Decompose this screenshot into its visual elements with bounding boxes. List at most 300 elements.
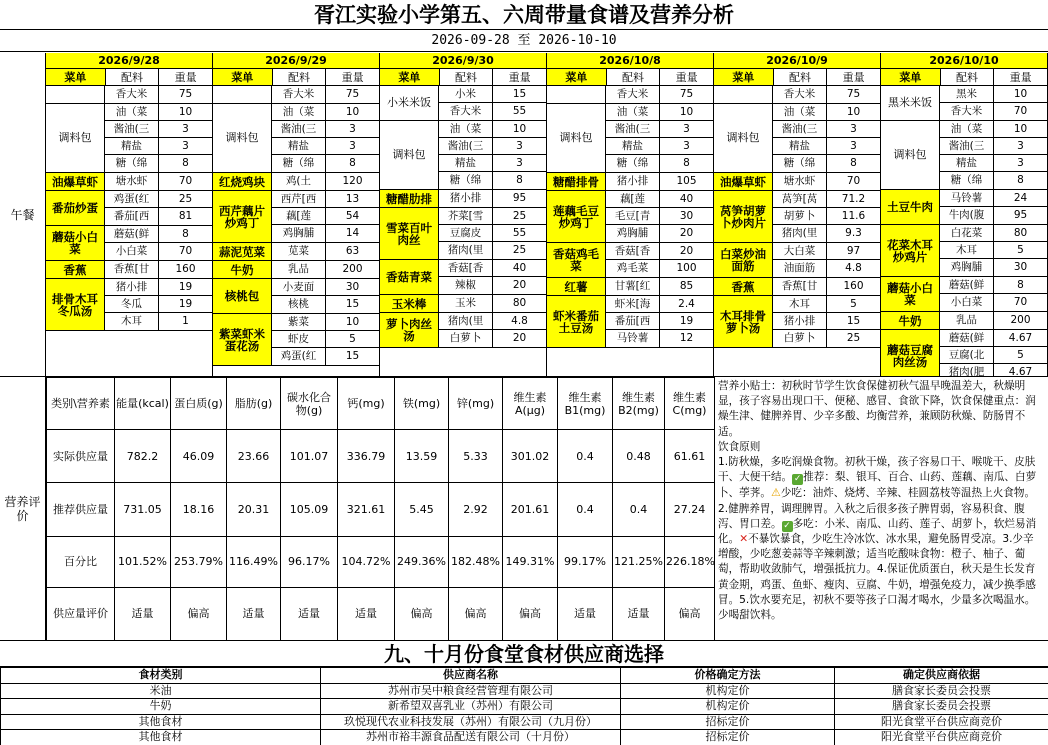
ingredient-weight: 40 — [679, 193, 694, 205]
ingredient-weight: 10 — [345, 316, 360, 328]
ingredient-row — [439, 330, 546, 347]
ingredient-name: 油面筋 — [773, 260, 827, 277]
ingredient-list — [272, 86, 379, 103]
ingredient-weight: 10 — [178, 106, 193, 118]
dish-row — [380, 313, 546, 348]
dish-name: 雪菜百叶肉丝 — [380, 208, 439, 259]
nutrition-value: 偏高 — [449, 587, 503, 640]
ingredient-row — [606, 155, 713, 172]
ingredient-name: 糖（绵 — [773, 155, 827, 172]
ingredient-name: 白花菜 — [940, 225, 994, 241]
ingredient-weight: 3 — [182, 123, 189, 135]
ingredient-row — [940, 294, 1047, 311]
ingredient-name: 小白菜 — [105, 243, 159, 260]
ingredient-name: 酱油(三 — [940, 138, 994, 154]
nutrition-row-label: 推荐供应量 — [47, 483, 115, 536]
ingredient-row — [272, 296, 379, 313]
ingredient-name: 鸡胸脯 — [606, 225, 660, 242]
ingredient-name: 香蕉[甘 — [773, 278, 827, 295]
nutrition-header-cell: 维生素C(mg) — [665, 378, 715, 430]
ingredient-list — [272, 104, 379, 172]
day-header-row — [46, 69, 212, 86]
tips-principle-heading: 饮食原则 — [718, 440, 761, 453]
ingredient-weight: 25 — [512, 210, 527, 222]
ingredient-row — [105, 279, 212, 296]
supplier-cell: 招标定价 — [621, 730, 835, 745]
day-header-row — [714, 69, 880, 86]
ingredient-name: 酱油(三 — [105, 121, 159, 137]
ingredient-weight: 19 — [178, 281, 193, 293]
ingredient-weight: 70 — [1013, 105, 1028, 117]
ingredient-row — [773, 296, 880, 313]
ingredient-list — [439, 295, 546, 312]
day-date: 2026/9/28 — [46, 53, 212, 69]
ingredient-name: 小白菜 — [940, 294, 994, 311]
dish-row — [714, 278, 880, 296]
dish-row — [213, 279, 379, 314]
ingredient-name: 香菇[香 — [606, 243, 660, 259]
ingredient-row — [940, 103, 1047, 120]
ingredient-weight: 100 — [676, 262, 697, 274]
ingredient-name: 木耳 — [105, 313, 159, 330]
ingredient-row — [606, 208, 713, 225]
dish-name: 调料包 — [213, 104, 272, 172]
dish-row — [547, 243, 713, 278]
ingredient-row — [606, 191, 713, 208]
ingredient-weight: 10 — [1013, 88, 1028, 100]
ingredient-weight: 160 — [843, 280, 864, 292]
dish-row — [881, 225, 1047, 277]
ingredient-row — [272, 191, 379, 208]
day-date: 2026/10/8 — [547, 53, 713, 69]
supplier-cell: 苏州市吴中粮食经营管理有限公司 — [321, 683, 621, 699]
dish-name: 油爆草虾 — [46, 173, 105, 190]
dish-row — [380, 190, 546, 208]
ingredient-weight: 40 — [512, 262, 527, 274]
ingredient-name: 鸡蛋(红 — [272, 348, 326, 365]
ingredient-name: 油（菜 — [105, 104, 159, 120]
ingredient-row — [439, 155, 546, 172]
ingredient-name: 鸡毛菜 — [606, 260, 660, 277]
supplier-cell: 膳食家长委员会投票 — [835, 683, 1048, 699]
ingredient-row — [272, 331, 379, 348]
ingredient-name: 香大米 — [439, 103, 493, 120]
ingredient-name: 蘑菇(鲜 — [940, 330, 994, 346]
dish-name: 小米米饭 — [380, 86, 439, 120]
nutrition-header-cell: 钙(mg) — [338, 378, 395, 430]
ingredient-weight: 8 — [1017, 174, 1024, 186]
nutrition-value: 99.17% — [558, 536, 613, 587]
ingredient-name: 乳品 — [940, 312, 994, 329]
header-dish: 菜单 — [547, 69, 607, 85]
ingredient-name: 糖（绵 — [606, 155, 660, 172]
nutrition-row-label: 实际供应量 — [47, 430, 115, 483]
dish-row — [213, 191, 379, 243]
dish-name: 香菇青菜 — [380, 260, 439, 294]
ingredient-list — [272, 191, 379, 242]
dish-row — [881, 190, 1047, 225]
ingredient-name: 精盐 — [439, 155, 493, 171]
ingredient-row — [439, 121, 546, 138]
ingredient-row — [606, 86, 713, 103]
nutrition-value: 149.31% — [503, 536, 558, 587]
ingredient-row — [272, 225, 379, 242]
ingredient-weight: 8 — [1017, 279, 1024, 291]
ingredient-name: 毛豆[青 — [606, 208, 660, 224]
dish-row — [547, 104, 713, 173]
ingredient-row — [773, 225, 880, 242]
ingredient-row — [940, 242, 1047, 259]
header-ingredient: 配料 — [607, 69, 661, 85]
day-header-row — [380, 69, 546, 86]
ingredient-weight: 95 — [512, 192, 527, 204]
ingredient-name: 精盐 — [105, 138, 159, 154]
day-date: 2026/10/9 — [714, 53, 880, 69]
ingredient-name: 蘑菇(鲜 — [105, 226, 159, 242]
ingredient-list — [439, 208, 546, 259]
ingredient-weight: 160 — [175, 263, 196, 275]
ingredient-list — [773, 86, 880, 103]
ingredient-name: 胡萝卜 — [773, 208, 827, 224]
ingredient-row — [439, 190, 546, 207]
ingredient-name: 西芹[西 — [272, 191, 326, 207]
ingredient-list — [940, 277, 1047, 311]
dish-row — [881, 86, 1047, 121]
ingredient-list — [105, 226, 212, 260]
dish-list — [881, 86, 1047, 376]
ingredient-name: 木耳 — [940, 242, 994, 258]
ingredient-row — [940, 190, 1047, 207]
ingredient-weight: 15 — [345, 350, 360, 362]
ingredient-weight: 20 — [512, 279, 527, 291]
supplier-header-cell: 供应商名称 — [321, 668, 621, 684]
nutrition-value: 13.59 — [395, 430, 449, 483]
ingredient-list — [439, 260, 546, 294]
ingredient-weight: 20 — [512, 332, 527, 344]
ingredient-weight: 10 — [679, 106, 694, 118]
dish-name: 紫菜虾米蛋花汤 — [213, 314, 272, 365]
dish-row — [213, 104, 379, 173]
dish-name: 白菜炒油面筋 — [714, 243, 773, 277]
dish-name: 调料包 — [547, 104, 606, 172]
ingredient-weight: 85 — [679, 280, 694, 292]
nutrition-header-cell: 铁(mg) — [395, 378, 449, 430]
dish-row — [547, 296, 713, 348]
day-date: 2026/10/10 — [881, 53, 1047, 69]
check-icon: ✓ — [793, 474, 802, 485]
ingredient-row — [272, 261, 379, 278]
ingredient-name: 鸡(土 — [272, 173, 326, 190]
ingredient-weight: 30 — [1013, 261, 1028, 273]
ingredient-row — [272, 86, 379, 103]
ingredient-name: 猪肉(里 — [773, 225, 827, 242]
ingredient-weight: 3 — [850, 140, 857, 152]
ingredient-name: 塘水虾 — [105, 173, 159, 190]
ingredient-weight: 10 — [846, 106, 861, 118]
ingredient-row — [105, 138, 212, 155]
ingredient-list — [606, 86, 713, 103]
supplier-table — [0, 667, 1048, 745]
ingredient-list — [773, 243, 880, 277]
dish-row — [547, 191, 713, 243]
ingredient-name: 马铃薯 — [606, 330, 660, 347]
ingredient-row — [439, 277, 546, 294]
ingredient-row — [773, 173, 880, 190]
supplier-header-cell: 确定供应商依据 — [835, 668, 1048, 684]
ingredient-name: 豆腐皮 — [439, 225, 493, 241]
ingredient-weight: 20 — [679, 227, 694, 239]
lunch-label: 午餐 — [0, 53, 46, 377]
ingredient-list — [105, 173, 212, 190]
nutrition-value: 适量 — [115, 587, 171, 640]
ingredient-weight: 3 — [349, 140, 356, 152]
ingredient-list — [606, 296, 713, 347]
ingredient-name: 藕[莲 — [606, 191, 660, 207]
tips-rest: 不暴饮暴食，少吃生冷冰饮、冰水果，避免肠胃受凉。3.少辛增酸，少吃葱姜蒜等辛辣刺激；适当吃酸味食物：橙子、柚子、葡萄，帮助收敛肺气，增强抵抗力。4.保证优质蛋白，秋天是生长发育黄金期，鸡蛋、鱼虾、瘦肉、豆腐、牛奶，增强免疫力，减少换季感冒。5.饮水要充足，初秋不要等孩子口渴才喝水，少量多次喝温水。少喝甜饮料。 — [718, 533, 1036, 622]
dish-name: 莴笋胡萝卜炒肉片 — [714, 191, 773, 242]
nutrition-header-cell: 类别\营养素 — [47, 378, 115, 430]
ingredient-list — [940, 86, 1047, 120]
ingredient-row — [439, 242, 546, 259]
ingredient-weight: 80 — [1013, 227, 1028, 239]
ingredient-row — [439, 295, 546, 312]
header-dish: 菜单 — [380, 69, 440, 85]
ingredient-row — [940, 330, 1047, 347]
ingredient-row — [272, 314, 379, 331]
nutrition-value: 偏高 — [503, 587, 558, 640]
ingredient-list — [272, 243, 379, 260]
nutrition-value: 偏高 — [395, 587, 449, 640]
nutrition-value: 301.02 — [503, 430, 558, 483]
ingredient-weight: 5 — [850, 298, 857, 310]
ingredient-name: 猪小排 — [105, 279, 159, 295]
ingredient-list — [606, 173, 713, 190]
supplier-cell: 阳光食堂平台供应商竞价 — [835, 714, 1048, 730]
tips-more: 多吃：小米、南瓜、山药、莲子、胡萝卜，软烂易消化。 — [718, 517, 1037, 546]
dish-row — [46, 261, 212, 279]
day-date: 2026/9/30 — [380, 53, 546, 69]
ingredient-row — [940, 347, 1047, 364]
dish-name: 红烧鸡块 — [213, 173, 272, 190]
ingredient-list — [105, 279, 212, 330]
ingredient-row — [105, 121, 212, 138]
ingredient-list — [105, 104, 212, 172]
dish-list — [46, 86, 212, 376]
ingredient-row — [105, 208, 212, 225]
ingredient-name: 紫菜 — [272, 314, 326, 330]
day-column — [380, 53, 547, 377]
dish-row — [213, 243, 379, 261]
ingredient-row — [606, 173, 713, 190]
ingredient-list — [105, 86, 212, 103]
ingredient-weight: 2.4 — [678, 298, 695, 310]
nutrition-value: 61.61 — [665, 430, 715, 483]
dish-name: 调料包 — [380, 121, 439, 189]
ingredient-row — [105, 155, 212, 172]
ingredient-name: 芥菜[雪 — [439, 208, 493, 224]
ingredient-row — [439, 138, 546, 155]
ingredient-list — [439, 86, 546, 120]
ingredient-weight: 12 — [679, 332, 694, 344]
ingredient-row — [606, 278, 713, 295]
dish-name: 糖醋排骨 — [547, 173, 606, 190]
ingredient-weight: 3 — [516, 157, 523, 169]
ingredient-list — [773, 191, 880, 242]
ingredient-row — [439, 103, 546, 120]
ingredient-name: 猪小排 — [606, 173, 660, 190]
ingredient-list — [439, 121, 546, 189]
ingredient-name: 精盐 — [606, 138, 660, 154]
ingredient-row — [272, 155, 379, 172]
nutrition-value: 101.52% — [115, 536, 171, 587]
dish-name: 红薯 — [547, 278, 606, 295]
ingredient-row — [272, 138, 379, 155]
ingredient-weight: 30 — [679, 210, 694, 222]
header-dish: 菜单 — [46, 69, 106, 85]
ingredient-name: 糖（绵 — [940, 172, 994, 189]
ingredient-list — [105, 191, 212, 225]
dish-name: 油爆草虾 — [714, 173, 773, 190]
nutrition-value: 96.17% — [281, 536, 338, 587]
nutrition-value: 2.92 — [449, 483, 503, 536]
nutrition-value: 适量 — [227, 587, 281, 640]
header-ingredient: 配料 — [774, 69, 828, 85]
ingredient-name: 香大米 — [272, 86, 326, 103]
tips-intro: 营养小贴士：初秋时节学生饮食保健初秋气温早晚温差大，秋燥明显，孩子容易出现口干、便秘、感冒、食欲下降，饮食保健重点：润燥生津、健脾养胃、少辛多酸、均衡营养，兼顾防秋燥、防肠胃不适。 — [718, 380, 1036, 438]
nutrition-value: 0.4 — [558, 483, 613, 536]
nutrition-value: 18.16 — [171, 483, 227, 536]
ingredient-name: 油（菜 — [439, 121, 493, 137]
ingredient-list — [773, 173, 880, 190]
nutrition-label: 营养评价 — [0, 377, 46, 641]
dish-row — [380, 86, 546, 121]
ingredient-weight: 4.8 — [511, 315, 528, 327]
nutrition-header-cell: 维生素B1(mg) — [558, 378, 613, 430]
supplier-cell: 阳光食堂平台供应商竞价 — [835, 730, 1048, 745]
ingredient-weight: 11.6 — [841, 210, 866, 222]
dish-row — [881, 277, 1047, 312]
ingredient-name: 牛肉(腹 — [940, 207, 994, 224]
header-weight: 重量 — [159, 69, 212, 85]
ingredient-weight: 75 — [846, 88, 861, 100]
ingredient-name: 油（菜 — [940, 121, 994, 137]
nutrition-header-cell: 碳水化合物(g) — [281, 378, 338, 430]
dish-name: 玉米棒 — [380, 295, 439, 312]
ingredient-name: 油（菜 — [272, 104, 326, 120]
dish-row — [714, 191, 880, 243]
ingredient-row — [606, 243, 713, 260]
ingredient-row — [940, 312, 1047, 329]
ingredient-row — [272, 121, 379, 138]
supplier-header-cell: 食材类别 — [1, 668, 321, 684]
ingredient-name: 鸡胸脯 — [272, 225, 326, 242]
ingredient-list — [272, 279, 379, 313]
header-weight: 重量 — [660, 69, 713, 85]
ingredient-name: 豆腐(北 — [940, 347, 994, 363]
ingredient-row — [606, 138, 713, 155]
dish-name: 香菇鸡毛菜 — [547, 243, 606, 277]
nutrition-row-label: 百分比 — [47, 536, 115, 587]
ingredient-weight: 3 — [182, 140, 189, 152]
ingredient-row — [105, 226, 212, 243]
ingredient-row — [773, 121, 880, 138]
ingredient-row — [439, 313, 546, 330]
ingredient-weight: 9.3 — [845, 227, 862, 239]
ingredient-row — [272, 173, 379, 190]
ingredient-weight: 75 — [679, 88, 694, 100]
nutrition-value: 20.31 — [227, 483, 281, 536]
ingredient-name: 糖（绵 — [105, 155, 159, 172]
ingredient-name: 白萝卜 — [439, 330, 493, 347]
ingredient-weight: 105 — [676, 175, 697, 187]
dish-row — [547, 173, 713, 191]
nutrition-value: 121.25% — [613, 536, 665, 587]
ingredient-row — [272, 243, 379, 260]
day-column — [881, 53, 1048, 377]
ingredient-list — [940, 121, 1047, 189]
header-ingredient: 配料 — [440, 69, 494, 85]
ingredient-name: 香菇[香 — [439, 260, 493, 276]
tips-point-1: 1.防秋燥，多吃润燥食物。初秋干燥，孩子容易口干、喉咙干、皮肤干、大便干结。 — [718, 456, 1036, 484]
ingredient-weight: 3 — [516, 140, 523, 152]
dish-name: 木耳排骨萝卜汤 — [714, 296, 773, 347]
ingredient-list — [940, 312, 1047, 329]
ingredient-row — [606, 313, 713, 330]
ingredient-weight: 15 — [846, 315, 861, 327]
ingredient-row — [439, 208, 546, 225]
nutrition-value: 249.36% — [395, 536, 449, 587]
dish-row — [46, 104, 212, 173]
ingredient-weight: 3 — [683, 140, 690, 152]
ingredient-name: 精盐 — [940, 155, 994, 171]
ingredient-row — [940, 225, 1047, 242]
day-header-row — [547, 69, 713, 86]
dish-row — [881, 312, 1047, 330]
nutrition-value: 27.24 — [665, 483, 715, 536]
nutrition-value: 101.07 — [281, 430, 338, 483]
ingredient-row — [773, 243, 880, 260]
ingredient-weight: 3 — [349, 123, 356, 135]
header-dish: 菜单 — [881, 69, 941, 85]
dish-list — [714, 86, 880, 376]
dish-row — [380, 260, 546, 295]
supplier-cell: 招标定价 — [621, 714, 835, 730]
ingredient-name: 番茄[西 — [606, 313, 660, 329]
dish-name — [213, 86, 272, 103]
dish-name — [547, 86, 606, 103]
day-column — [714, 53, 881, 377]
ingredient-row — [773, 208, 880, 225]
ingredient-weight: 75 — [345, 88, 360, 100]
ingredient-name: 甘薯[红 — [606, 278, 660, 295]
ingredient-name: 酱油(三 — [439, 138, 493, 154]
ingredient-weight: 55 — [512, 227, 527, 239]
day-date: 2026/9/29 — [213, 53, 379, 69]
tips-recommend: 推荐：梨、银耳、百合、山药、莲藕、南瓜、白萝卜、荸荠。 — [718, 471, 1037, 500]
ingredient-name: 油（菜 — [773, 104, 827, 120]
dish-name: 土豆牛肉 — [881, 190, 940, 224]
ingredient-weight: 5 — [349, 333, 356, 345]
header-weight: 重量 — [493, 69, 546, 85]
ingredient-weight: 14 — [345, 227, 360, 239]
ingredient-row — [105, 313, 212, 330]
ingredient-row — [940, 364, 1047, 377]
ingredient-row — [773, 155, 880, 172]
ingredient-name: 小麦面 — [272, 279, 326, 295]
ingredient-list — [606, 191, 713, 242]
page-title: 胥江实验小学第五、六周带量食谱及营养分析 — [0, 0, 1048, 30]
dish-row — [213, 261, 379, 279]
